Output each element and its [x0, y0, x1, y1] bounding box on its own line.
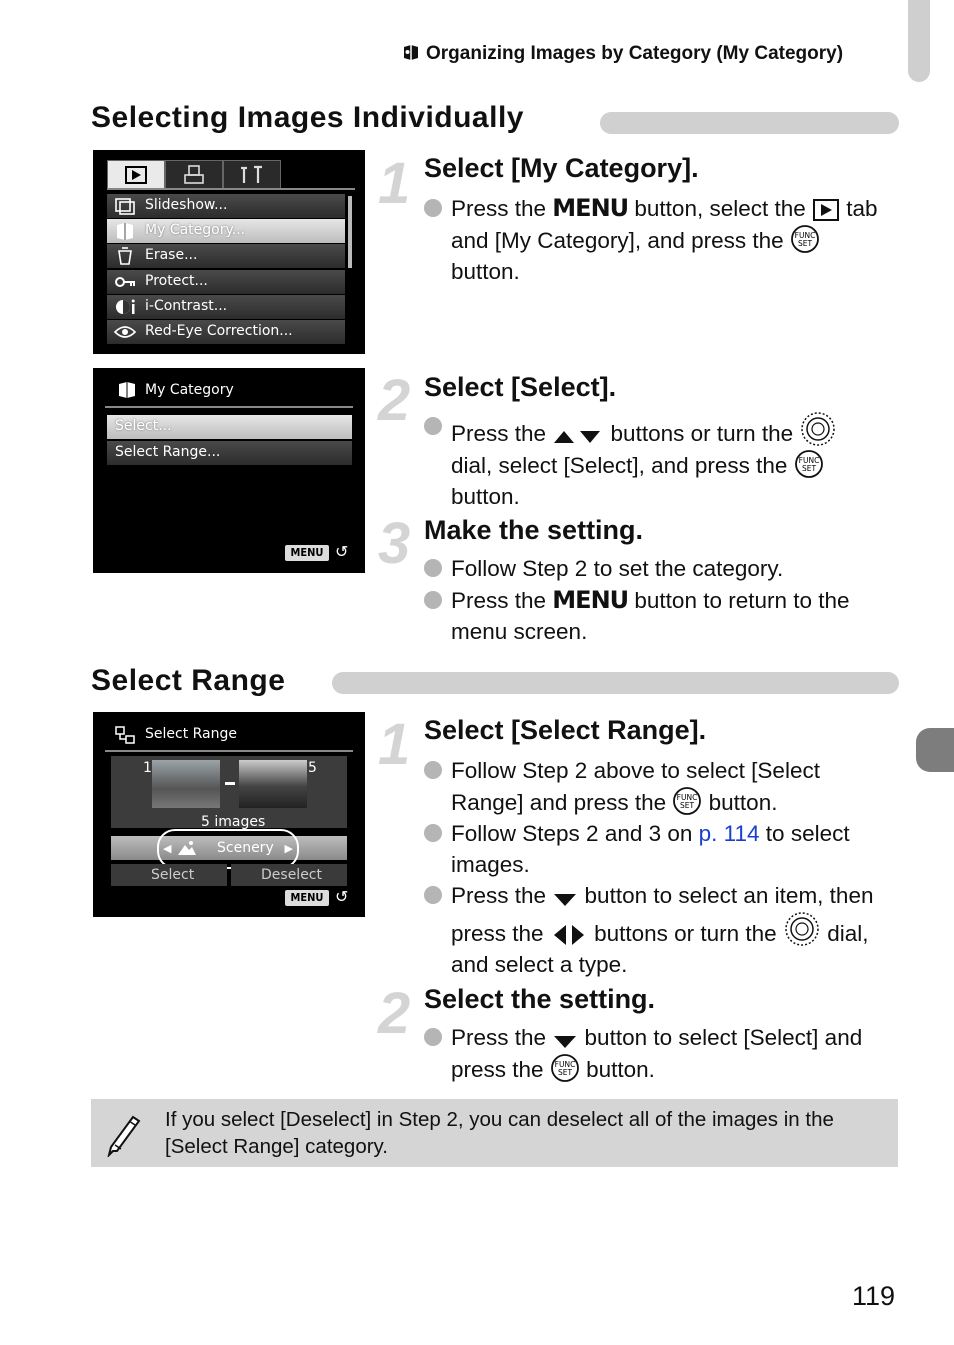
note-box: [91, 1099, 898, 1167]
print-tab-icon: [165, 160, 223, 190]
bullet-text: Press the MENU button to return to the menu screen.: [451, 586, 850, 644]
menu-item-select-range[interactable]: Select Range...: [107, 441, 352, 465]
func-set-button-icon: [550, 1053, 580, 1083]
svg-text:SET: SET: [680, 801, 695, 810]
trash-icon: [113, 246, 137, 266]
slideshow-icon: [113, 196, 137, 216]
bullet-dot: [424, 761, 442, 779]
step-title: Select [My Category].: [424, 153, 699, 183]
scenery-icon: [177, 839, 197, 857]
func-set-button-icon: [794, 449, 824, 479]
step-number: 1: [378, 712, 411, 777]
menu-button-badge: MENU: [285, 545, 329, 561]
step-title: Make the setting.: [424, 515, 644, 545]
screen-title: Select Range: [145, 726, 238, 742]
playback-tab-icon: [107, 160, 165, 190]
left-arrow-icon: ◀: [163, 843, 172, 855]
left-right-arrows-icon: [550, 923, 588, 947]
func-set-button-icon: [790, 224, 820, 254]
title-divider: [105, 406, 353, 408]
step-bullet: [424, 411, 904, 509]
range-start-thumbnail[interactable]: [152, 760, 220, 808]
bullet-dot: [424, 824, 442, 842]
my-category-icon: [117, 381, 137, 399]
setup-tab-icon: [223, 160, 281, 190]
running-header: [402, 43, 843, 65]
pencil-icon: [105, 1111, 143, 1157]
page-number: 119: [852, 1281, 896, 1311]
step-number: 1: [378, 151, 411, 216]
step-bullet: [424, 755, 904, 817]
contrast-icon: [113, 297, 137, 317]
svg-text:FUNC: FUNC: [794, 231, 816, 240]
section-heading-individual: Selecting Images Individually: [91, 101, 524, 134]
menu-item-red-eye[interactable]: Red-Eye Correction...: [107, 320, 345, 344]
svg-text:SET: SET: [797, 239, 812, 248]
bullet-text: Follow Step 2 above to select [Select Range] and press the FUNC SET button.: [451, 758, 820, 815]
title-divider: [105, 750, 353, 752]
range-dash: [225, 782, 235, 785]
step-bullet: [424, 553, 904, 584]
tab-divider: [107, 188, 355, 190]
page-link[interactable]: p. 114: [698, 821, 760, 846]
my-category-icon: [402, 43, 420, 61]
camera-screen-select-range: [93, 712, 365, 917]
svg-text:SET: SET: [557, 1068, 572, 1077]
red-eye-icon: [113, 322, 137, 342]
bullet-dot: [424, 1028, 442, 1046]
svg-text:FUNC: FUNC: [554, 1060, 576, 1069]
step-number: 3: [378, 511, 411, 576]
menu-button-badge: MENU: [285, 890, 329, 906]
category-selector[interactable]: ◀ ▶ Scenery: [157, 829, 299, 869]
select-range-icon: [115, 726, 137, 744]
range-start-number: 1: [143, 760, 152, 776]
step-bullet: [424, 193, 904, 288]
playback-tab-icon: [812, 198, 840, 222]
step-bullet: [424, 585, 904, 647]
svg-text:FUNC: FUNC: [798, 456, 820, 465]
range-end-number: 5: [308, 760, 317, 776]
section-heading-bar: [332, 672, 899, 694]
func-set-button-icon: [672, 786, 702, 816]
bullet-text: Follow Steps 2 and 3 on p. 114 to select images.: [451, 821, 850, 877]
bullet-text: Press the MENU button, select the tab and [My Category], and press the FUNC SET button.: [451, 194, 878, 284]
svg-text:FUNC: FUNC: [677, 793, 698, 802]
step-bullet: [424, 818, 904, 880]
section-heading-range: Select Range: [91, 664, 286, 697]
step-bullet: [424, 880, 904, 977]
key-icon: [113, 272, 137, 292]
bullet-dot: [424, 591, 442, 609]
step-bullet: [424, 1022, 904, 1084]
section-heading-bar: [600, 112, 899, 134]
menu-item-protect[interactable]: Protect...: [107, 270, 345, 294]
camera-screen-my-category: [93, 368, 365, 573]
image-count: 5 images: [201, 814, 266, 830]
screen-title: My Category: [145, 382, 234, 398]
menu-item-slideshow[interactable]: Slideshow...: [107, 194, 345, 218]
step-title: Select the setting.: [424, 984, 656, 1014]
chapter-tab: [916, 728, 954, 772]
menu-item-i-contrast[interactable]: i-Contrast...: [107, 295, 345, 319]
step-title: Select [Select].: [424, 372, 617, 402]
menu-item-erase[interactable]: Erase...: [107, 244, 345, 268]
step-title: Select [Select Range].: [424, 715, 707, 745]
bullet-dot: [424, 559, 442, 577]
control-dial-icon: [783, 911, 821, 947]
right-arrow-icon: ▶: [284, 843, 293, 855]
back-arrow-icon: ↺: [335, 889, 349, 906]
note-text: If you select [Deselect] in Step 2, you can deselect all of the images in the [Select Range] category.: [165, 1108, 834, 1158]
menu-item-select[interactable]: Select...: [107, 415, 352, 439]
select-button[interactable]: Select: [111, 864, 227, 886]
bullet-text: Follow Step 2 to set the category.: [451, 556, 784, 581]
bullet-text: Press the buttons or turn the dial, select [Select], and press the FUNC SET button.: [451, 411, 837, 512]
bullet-dot: [424, 199, 442, 217]
up-down-arrows-icon: [552, 427, 604, 447]
menu-button-icon: MENU: [552, 586, 629, 614]
bullet-text: Press the button to select an item, then press the buttons or turn the dial, and select a type.: [451, 883, 874, 977]
menu-item-my-category[interactable]: My Category...: [107, 219, 345, 243]
running-header-text: Organizing Images by Category (My Category): [426, 43, 844, 64]
bullet-text: Press the button to select [Select] and press the FUNC SET button.: [451, 1025, 863, 1082]
range-end-thumbnail[interactable]: [239, 760, 307, 808]
step-number: 2: [378, 368, 411, 433]
svg-text:SET: SET: [801, 464, 816, 473]
deselect-button[interactable]: Deselect: [231, 864, 347, 886]
back-arrow-icon: ↺: [335, 544, 349, 561]
down-arrow-icon: [552, 889, 578, 909]
bullet-dot: [424, 886, 442, 904]
menu-button-icon: MENU: [552, 194, 629, 222]
control-dial-icon: [799, 411, 837, 447]
down-arrow-icon: [552, 1031, 578, 1051]
camera-screen-playback-menu: [93, 150, 365, 354]
step-number: 2: [378, 981, 411, 1046]
bullet-dot: [424, 417, 442, 435]
menu-tab-strip: [107, 160, 351, 188]
page-edge-tab: [908, 0, 930, 82]
scrollbar[interactable]: [348, 196, 352, 268]
my-category-icon: [113, 221, 137, 241]
